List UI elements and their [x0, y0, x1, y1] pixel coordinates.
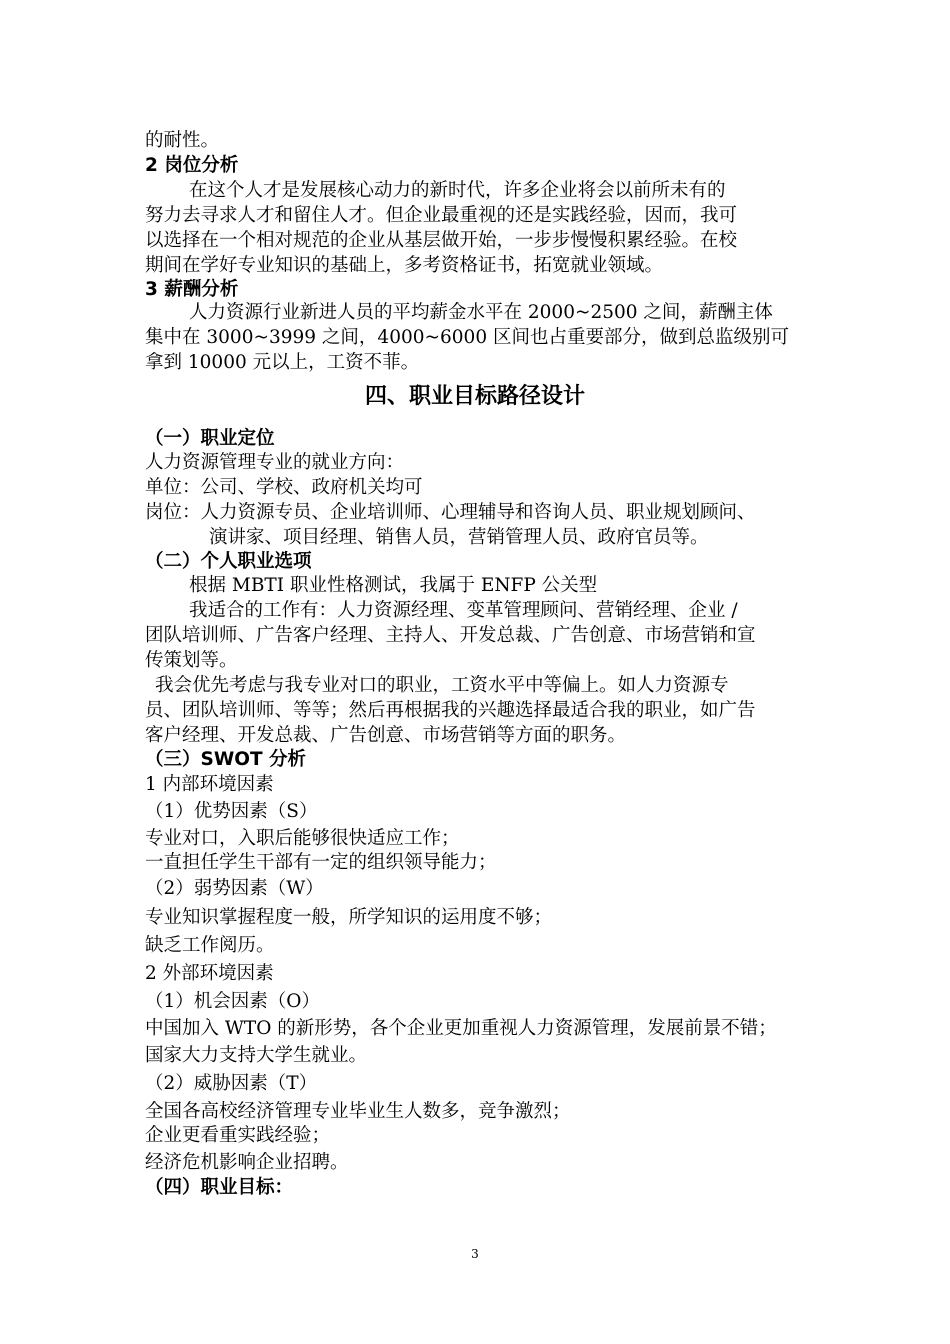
text-line: 努力去寻求人才和留住人才。但企业最重视的还是实践经验，因而，我可	[145, 205, 738, 226]
text-line: 我适合的工作有：人力资源经理、变革管理顾问、营销经理、企业 /	[189, 600, 738, 621]
text-line: 人力资源行业新进人员的平均薪金水平在 2000~2500 之间，薪酬主体	[189, 302, 773, 323]
section-heading: 3 薪酬分析	[145, 279, 239, 300]
text-line: （1）优势因素（S）	[145, 801, 318, 822]
text-line: 我会优先考虑与我专业对口的职业，工资水平中等偏上。如人力资源专	[155, 675, 729, 696]
text-line: 根据 MBTI 职业性格测试，我属于 ENFP 公关型	[189, 575, 598, 596]
text-line: 集中在 3000~3999 之间，4000~6000 区间也占重要部分，做到总监级别可	[145, 327, 789, 348]
text-line: 一直担任学生干部有一定的组织领导能力；	[145, 852, 497, 873]
text-line: 1 内部环境因素	[145, 774, 274, 795]
text-line: 在这个人才是发展核心动力的新时代，许多企业将会以前所未有的	[189, 180, 726, 201]
section-heading: （三）SWOT 分析	[145, 749, 307, 770]
section-heading: （一）职业定位	[145, 428, 275, 449]
text-line: 员、团队培训师、等等；然后再根据我的兴趣选择最适合我的职业，如广告	[145, 700, 756, 721]
text-line: 专业对口，入职后能够很快适应工作；	[145, 828, 460, 849]
text-line: 拿到 10000 元以上，工资不菲。	[145, 352, 420, 373]
text-line: 演讲家、项目经理、销售人员，营销管理人员、政府官员等。	[209, 527, 709, 548]
text-line: 人力资源管理专业的就业方向：	[145, 452, 405, 473]
text-line: （2）威胁因素（T）	[145, 1073, 318, 1094]
section-heading: （四）职业目标：	[145, 1177, 294, 1198]
text-line: 企业更看重实践经验；	[145, 1125, 331, 1146]
text-line: （2）弱势因素（W）	[145, 878, 324, 899]
text-line: 全国各高校经济管理专业毕业生人数多，竞争激烈；	[145, 1101, 571, 1122]
page-number: 3	[471, 1247, 479, 1261]
text-line: 的耐性。	[145, 130, 220, 151]
text-line: 岗位：人力资源专员、企业培训师、心理辅导和咨询人员、职业规划顾问、	[145, 502, 756, 523]
text-line: 客户经理、开发总裁、广告创意、市场营销等方面的职务。	[145, 725, 627, 746]
text-line: 经济危机影响企业招聘。	[145, 1152, 349, 1173]
text-line: 期间在学好专业知识的基础上，多考资格证书，拓宽就业领域。	[145, 255, 664, 276]
text-line: 国家大力支持大学生就业。	[145, 1045, 368, 1066]
section-title: 四、职业目标路径设计	[364, 384, 585, 409]
text-line: 中国加入 WTO 的新形势，各个企业更加重视人力资源管理，发展前景不错；	[145, 1018, 777, 1039]
text-line: 团队培训师、广告客户经理、主持人、开发总裁、广告创意、市场营销和宣	[145, 625, 756, 646]
text-line: 单位：公司、学校、政府机关均可	[145, 477, 423, 498]
section-heading: 2 岗位分析	[145, 155, 239, 176]
text-line: 传策划等。	[145, 650, 238, 671]
text-line: 缺乏工作阅历。	[145, 935, 275, 956]
text-line: 2 外部环境因素	[145, 963, 274, 984]
text-line: （1）机会因素（O）	[145, 991, 320, 1012]
section-heading: （二）个人职业选项	[145, 551, 312, 572]
text-line: 以选择在一个相对规范的企业从基层做开始，一步步慢慢积累经验。在校	[145, 230, 738, 251]
text-line: 专业知识掌握程度一般，所学知识的运用度不够；	[145, 907, 553, 928]
